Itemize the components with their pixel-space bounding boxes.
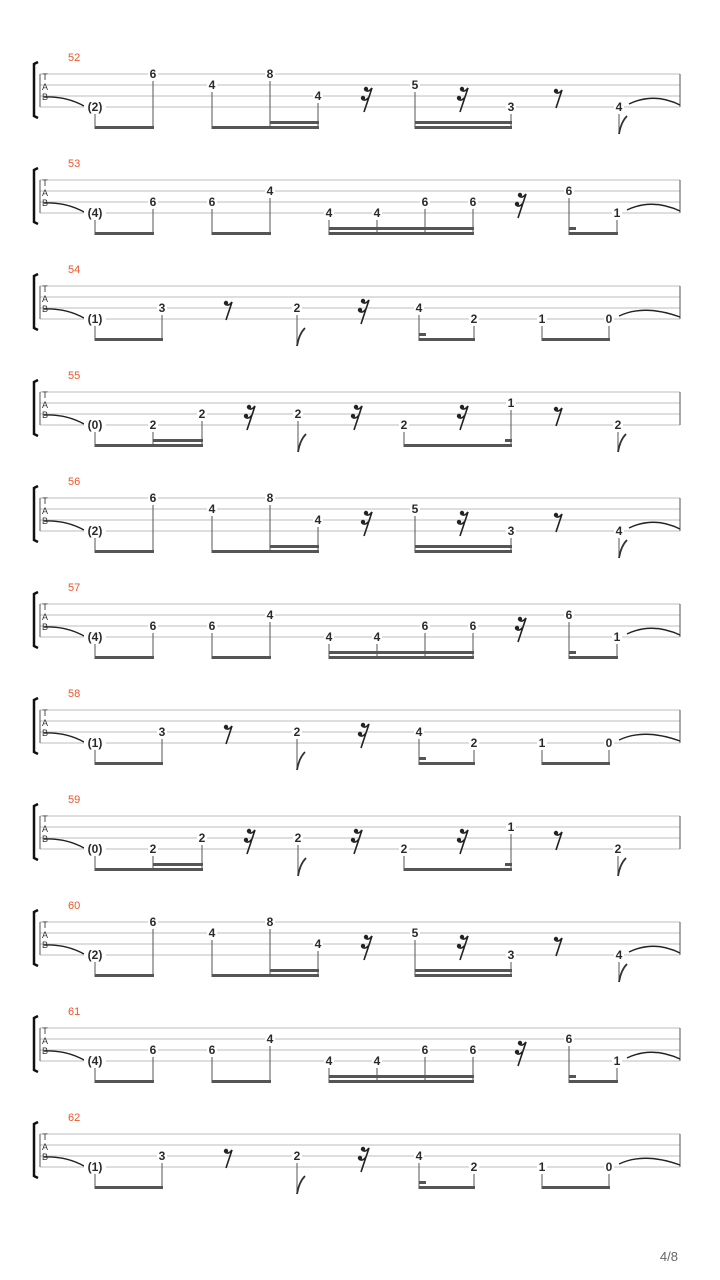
fret-number: 6 xyxy=(149,915,157,929)
tie-arc xyxy=(44,945,84,954)
rest-dot xyxy=(351,838,355,842)
tie-arc xyxy=(629,946,680,953)
fret-number: (4) xyxy=(87,630,103,644)
fret-number: 6 xyxy=(421,619,429,633)
fret-number: 3 xyxy=(158,1149,166,1163)
note-beam xyxy=(404,868,512,871)
tab-clef-letter: T xyxy=(42,178,48,188)
tab-clef-letter: A xyxy=(41,1142,49,1152)
tie-arc xyxy=(629,98,680,105)
measure-number: 56 xyxy=(68,476,81,488)
fret-number: 2 xyxy=(294,831,302,845)
note-beam xyxy=(569,651,576,654)
note-beam xyxy=(329,656,474,659)
fret-number: 2 xyxy=(294,407,302,421)
rest-dot xyxy=(361,520,365,524)
tab-clef-letter: A xyxy=(41,188,49,198)
fret-number: 4 xyxy=(615,100,623,114)
fret-number: 4 xyxy=(615,948,623,962)
tab-clef-letter: T xyxy=(42,602,48,612)
rest-dot xyxy=(554,831,558,835)
fret-number: 2 xyxy=(614,418,622,432)
rest-dot xyxy=(361,96,365,100)
fret-number: 5 xyxy=(411,502,419,516)
rest-dot xyxy=(554,513,558,517)
measure-system xyxy=(34,370,680,452)
note-beam xyxy=(419,1181,426,1184)
note-beam xyxy=(212,126,319,129)
fret-number: 4 xyxy=(415,1149,423,1163)
rest-dot xyxy=(515,1050,519,1054)
measure-system xyxy=(34,1006,680,1083)
fret-number: 4 xyxy=(415,301,423,315)
rest-dot xyxy=(224,301,228,305)
note-beam xyxy=(505,439,512,442)
note-beam xyxy=(569,1080,618,1083)
tie-arc xyxy=(44,521,84,530)
rest-dot xyxy=(460,405,464,409)
note-beam xyxy=(569,232,618,235)
note-beam xyxy=(95,550,154,553)
tab-clef-letter: A xyxy=(41,1036,49,1046)
rest-dot xyxy=(515,202,519,206)
rest-dot xyxy=(460,829,464,833)
fret-number: 4 xyxy=(325,206,333,220)
fret-number: 4 xyxy=(208,78,216,92)
note-beam xyxy=(419,338,475,341)
tie-arc xyxy=(44,627,84,636)
rest-dot xyxy=(457,96,461,100)
note-beam xyxy=(212,550,319,553)
rest-dot xyxy=(358,308,362,312)
tab-clef-letter: A xyxy=(41,612,49,622)
tie-arc xyxy=(44,1051,84,1060)
rest-dot xyxy=(358,732,362,736)
note-beam xyxy=(419,762,475,765)
measure-number: 54 xyxy=(68,264,81,276)
fret-number: 2 xyxy=(149,842,157,856)
tab-clef-letter: B xyxy=(41,940,49,950)
note-flag xyxy=(298,858,306,876)
tie-arc xyxy=(44,309,84,318)
rest-dot xyxy=(354,829,358,833)
fret-number: 2 xyxy=(198,407,206,421)
fret-number: 8 xyxy=(266,67,274,81)
fret-number: 2 xyxy=(293,725,301,739)
measure-number: 58 xyxy=(68,688,81,700)
fret-number: 4 xyxy=(325,1054,333,1068)
measure-number: 62 xyxy=(68,1112,81,1124)
note-beam xyxy=(329,1075,474,1078)
tie-arc xyxy=(44,203,84,212)
note-beam xyxy=(505,863,512,866)
note-beam xyxy=(415,545,512,548)
rest-dot xyxy=(554,89,558,93)
tab-clef-letter: A xyxy=(41,506,49,516)
tab-clef-letter: B xyxy=(41,1152,49,1162)
fret-number: 4 xyxy=(373,630,381,644)
fret-number: (2) xyxy=(87,524,103,538)
fret-number: 4 xyxy=(266,608,274,622)
rest-dot xyxy=(361,944,365,948)
fret-number: 4 xyxy=(415,725,423,739)
fret-number: 8 xyxy=(266,491,274,505)
tie-arc xyxy=(619,734,680,741)
fret-number: 6 xyxy=(469,195,477,209)
rest-dot xyxy=(460,511,464,515)
note-beam xyxy=(270,545,319,548)
tie-arc xyxy=(44,1157,84,1166)
system-bracket xyxy=(34,910,38,966)
fret-number: (1) xyxy=(87,736,103,750)
tab-clef-letter: A xyxy=(41,824,49,834)
fret-number: 3 xyxy=(158,725,166,739)
fret-number: 4 xyxy=(208,926,216,940)
fret-number: 6 xyxy=(565,608,573,622)
system-bracket xyxy=(34,1016,38,1072)
note-beam xyxy=(95,974,154,977)
rest-dot xyxy=(554,937,558,941)
note-beam xyxy=(212,974,319,977)
rest-dot xyxy=(515,626,519,630)
note-beam xyxy=(419,1186,475,1189)
fret-number: 6 xyxy=(469,619,477,633)
system-bracket xyxy=(34,168,38,224)
tab-clef-letter: B xyxy=(41,92,49,102)
system-bracket xyxy=(34,1122,38,1178)
measure-system xyxy=(34,264,680,346)
rest-dot xyxy=(364,511,368,515)
note-beam xyxy=(95,444,203,447)
tab-clef-letter: B xyxy=(41,834,49,844)
note-beam xyxy=(95,232,154,235)
system-bracket xyxy=(34,486,38,542)
tie-arc xyxy=(627,204,680,211)
fret-number: 2 xyxy=(198,831,206,845)
measure-number: 52 xyxy=(68,52,81,64)
fret-number: 1 xyxy=(507,396,515,410)
rest-dot xyxy=(244,414,248,418)
tie-arc xyxy=(44,415,84,424)
fret-number: 6 xyxy=(149,67,157,81)
rest-dot xyxy=(554,407,558,411)
note-beam xyxy=(415,550,512,553)
rest-dot xyxy=(457,944,461,948)
note-beam xyxy=(569,227,576,230)
fret-number: 1 xyxy=(538,312,546,326)
note-beam xyxy=(569,1075,576,1078)
note-flag xyxy=(618,858,626,876)
page-number: 4/8 xyxy=(659,1249,678,1264)
rest-dot xyxy=(460,87,464,91)
measure-system xyxy=(34,476,680,558)
note-beam xyxy=(542,1186,610,1189)
tie-arc xyxy=(629,522,680,529)
fret-number: 2 xyxy=(293,301,301,315)
fret-number: (0) xyxy=(87,418,103,432)
note-flag xyxy=(297,752,305,770)
rest-dot xyxy=(364,87,368,91)
tie-arc xyxy=(619,310,680,317)
fret-number: 8 xyxy=(266,915,274,929)
tab-clef-letter: T xyxy=(42,920,48,930)
fret-number: 0 xyxy=(605,312,613,326)
fret-number: 1 xyxy=(613,206,621,220)
note-beam xyxy=(329,227,474,230)
tab-clef-letter: T xyxy=(42,496,48,506)
tab-clef-letter: B xyxy=(41,410,49,420)
fret-number: 6 xyxy=(149,195,157,209)
measure-number: 55 xyxy=(68,370,81,382)
rest-dot xyxy=(457,838,461,842)
tab-clef-letter: A xyxy=(41,400,49,410)
rest-dot xyxy=(351,414,355,418)
rest-dot xyxy=(457,520,461,524)
fret-number: 6 xyxy=(421,195,429,209)
tie-arc xyxy=(44,97,84,106)
fret-number: (4) xyxy=(87,206,103,220)
note-beam xyxy=(419,333,426,336)
system-bracket xyxy=(34,698,38,754)
rest-dot xyxy=(364,935,368,939)
rest-dot xyxy=(244,838,248,842)
note-flag xyxy=(618,434,626,452)
rest-dot xyxy=(457,414,461,418)
fret-number: 2 xyxy=(470,736,478,750)
note-flag xyxy=(297,328,305,346)
note-beam xyxy=(212,656,271,659)
rest-dot xyxy=(247,405,251,409)
fret-number: 6 xyxy=(565,184,573,198)
note-flag xyxy=(297,1176,305,1194)
note-beam xyxy=(542,338,610,341)
tie-arc xyxy=(627,1052,680,1059)
fret-number: 2 xyxy=(149,418,157,432)
tab-clef-letter: B xyxy=(41,728,49,738)
fret-number: 6 xyxy=(565,1032,573,1046)
tie-arc xyxy=(619,1158,680,1165)
note-beam xyxy=(95,126,154,129)
note-beam xyxy=(419,757,426,760)
rest-dot xyxy=(354,405,358,409)
tab-clef-letter: B xyxy=(41,304,49,314)
fret-number: 2 xyxy=(400,842,408,856)
measure-number: 61 xyxy=(68,1006,81,1018)
measure-system xyxy=(34,52,680,134)
measure-system xyxy=(34,158,680,235)
fret-number: 6 xyxy=(208,1043,216,1057)
fret-number: (4) xyxy=(87,1054,103,1068)
tab-clef-letter: B xyxy=(41,516,49,526)
tab-clef-letter: T xyxy=(42,1132,48,1142)
system-bracket xyxy=(34,380,38,436)
tab-clef-letter: B xyxy=(41,1046,49,1056)
measure-number: 53 xyxy=(68,158,81,170)
fret-number: 4 xyxy=(208,502,216,516)
note-beam xyxy=(95,1080,154,1083)
tab-clef-letter: B xyxy=(41,622,49,632)
note-flag xyxy=(619,964,627,982)
note-beam xyxy=(153,863,203,866)
measure-system xyxy=(34,688,680,770)
note-beam xyxy=(329,651,474,654)
measure-number: 60 xyxy=(68,900,81,912)
tab-clef-letter: B xyxy=(41,198,49,208)
fret-number: 6 xyxy=(208,619,216,633)
note-beam xyxy=(270,969,319,972)
fret-number: (0) xyxy=(87,842,103,856)
fret-number: 1 xyxy=(613,630,621,644)
fret-number: 2 xyxy=(614,842,622,856)
system-bracket xyxy=(34,592,38,648)
fret-number: 4 xyxy=(314,937,322,951)
note-beam xyxy=(329,1080,474,1083)
fret-number: (2) xyxy=(87,100,103,114)
fret-number: 6 xyxy=(149,491,157,505)
fret-number: 6 xyxy=(149,1043,157,1057)
measure-system xyxy=(34,1112,680,1194)
fret-number: 4 xyxy=(373,206,381,220)
fret-number: 5 xyxy=(411,926,419,940)
measure-system xyxy=(34,794,680,876)
rest-dot xyxy=(361,299,365,303)
tab-clef-letter: A xyxy=(41,930,49,940)
tab-clef-letter: A xyxy=(41,82,49,92)
fret-number: 4 xyxy=(314,513,322,527)
fret-number: 4 xyxy=(373,1054,381,1068)
fret-number: 6 xyxy=(469,1043,477,1057)
fret-number: 6 xyxy=(149,619,157,633)
system-bracket xyxy=(34,62,38,118)
tie-arc xyxy=(627,628,680,635)
rest-dot xyxy=(247,829,251,833)
rest-dot xyxy=(361,1147,365,1151)
tie-arc xyxy=(44,733,84,742)
note-beam xyxy=(270,121,319,124)
measure-number: 57 xyxy=(68,582,81,594)
rest-dot xyxy=(361,723,365,727)
fret-number: 5 xyxy=(411,78,419,92)
fret-number: (1) xyxy=(87,312,103,326)
fret-number: 4 xyxy=(314,89,322,103)
fret-number: 1 xyxy=(613,1054,621,1068)
note-beam xyxy=(415,969,512,972)
note-beam xyxy=(95,762,163,765)
fret-number: 6 xyxy=(208,195,216,209)
fret-number: 3 xyxy=(158,301,166,315)
note-flag xyxy=(619,116,627,134)
fret-number: 6 xyxy=(421,1043,429,1057)
fret-number: 1 xyxy=(538,1160,546,1174)
rest-dot xyxy=(518,617,522,621)
tab-clef-letter: T xyxy=(42,390,48,400)
system-bracket xyxy=(34,804,38,860)
fret-number: 2 xyxy=(470,312,478,326)
fret-number: 1 xyxy=(507,820,515,834)
measure-system xyxy=(34,582,680,659)
note-beam xyxy=(569,656,618,659)
rest-dot xyxy=(224,1149,228,1153)
note-beam xyxy=(95,1186,163,1189)
note-beam xyxy=(212,1080,271,1083)
fret-number: 2 xyxy=(293,1149,301,1163)
rest-dot xyxy=(460,935,464,939)
fret-number: 2 xyxy=(470,1160,478,1174)
note-flag xyxy=(298,434,306,452)
tab-clef-letter: T xyxy=(42,708,48,718)
fret-number: (2) xyxy=(87,948,103,962)
note-beam xyxy=(415,126,512,129)
fret-number: 4 xyxy=(615,524,623,538)
tie-arc xyxy=(44,839,84,848)
rest-dot xyxy=(224,725,228,729)
tab-clef-letter: T xyxy=(42,1026,48,1036)
fret-number: 0 xyxy=(605,736,613,750)
note-beam xyxy=(415,121,512,124)
note-beam xyxy=(212,232,271,235)
note-beam xyxy=(95,868,203,871)
note-beam xyxy=(95,338,163,341)
rest-dot xyxy=(358,1156,362,1160)
fret-number: (1) xyxy=(87,1160,103,1174)
tab-clef-letter: T xyxy=(42,814,48,824)
fret-number: 3 xyxy=(507,948,515,962)
measure-number: 59 xyxy=(68,794,81,806)
tab-clef-letter: A xyxy=(41,718,49,728)
tab-clef-letter: T xyxy=(42,284,48,294)
note-beam xyxy=(542,762,610,765)
note-flag xyxy=(619,540,627,558)
system-bracket xyxy=(34,274,38,330)
fret-number: 1 xyxy=(538,736,546,750)
fret-number: 2 xyxy=(400,418,408,432)
note-beam xyxy=(329,232,474,235)
rest-dot xyxy=(518,1041,522,1045)
note-beam xyxy=(415,974,512,977)
tab-clef-letter: A xyxy=(41,294,49,304)
note-beam xyxy=(404,444,512,447)
fret-number: 3 xyxy=(507,100,515,114)
note-beam xyxy=(153,439,203,442)
fret-number: 4 xyxy=(266,184,274,198)
fret-number: 3 xyxy=(507,524,515,538)
fret-number: 4 xyxy=(266,1032,274,1046)
measure-system xyxy=(34,900,680,982)
rest-dot xyxy=(518,193,522,197)
fret-number: 4 xyxy=(325,630,333,644)
fret-number: 0 xyxy=(605,1160,613,1174)
tab-clef-letter: T xyxy=(42,72,48,82)
note-beam xyxy=(95,656,154,659)
